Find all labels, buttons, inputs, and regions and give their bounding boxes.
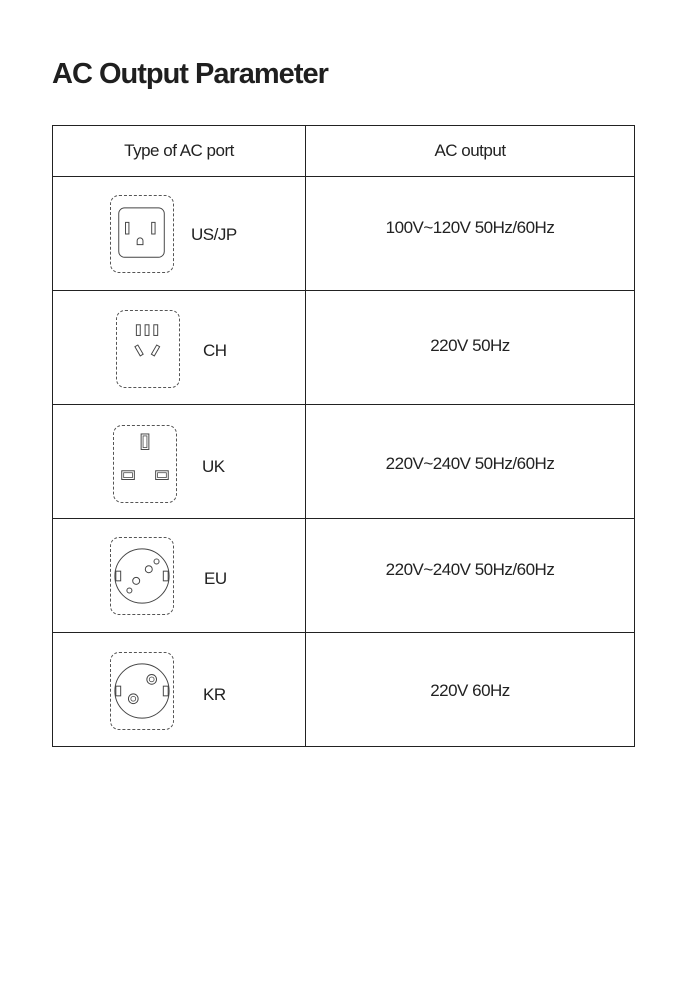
table-row [53,405,635,519]
port-cell [53,291,306,405]
output-value: 100V~120V 50Hz/60Hz [385,217,555,237]
uk-socket-icon [113,425,177,503]
ch-socket-icon [116,310,180,388]
output-cell [306,633,635,747]
table-row [53,291,635,405]
table-row [53,177,635,291]
output-value: 220V~240V 50Hz/60Hz [385,453,555,473]
header-port-type: Type of AC port [53,126,306,177]
output-cell [306,519,635,633]
table-row [53,633,635,747]
table-header-row [53,126,635,177]
page-title: AC Output Parameter [52,58,328,90]
us-jp-socket-icon [110,195,174,273]
output-value: 220V 50Hz [430,335,510,355]
eu-socket-icon [110,537,174,615]
table-row [53,519,635,633]
port-cell [53,405,306,519]
port-label: UK [202,457,225,476]
output-cell [306,177,635,291]
port-label: CH [203,341,227,360]
port-cell [53,177,306,291]
output-cell [306,405,635,519]
port-label: KR [203,685,226,704]
header-ac-output: AC output [306,126,635,177]
port-label: US/JP [191,225,237,244]
port-cell [53,519,306,633]
kr-socket-icon [110,652,174,730]
port-label: EU [204,569,227,588]
ac-output-table [52,125,635,747]
output-value: 220V~240V 50Hz/60Hz [385,559,555,579]
output-cell [306,291,635,405]
output-value: 220V 60Hz [430,680,510,700]
port-cell [53,633,306,747]
